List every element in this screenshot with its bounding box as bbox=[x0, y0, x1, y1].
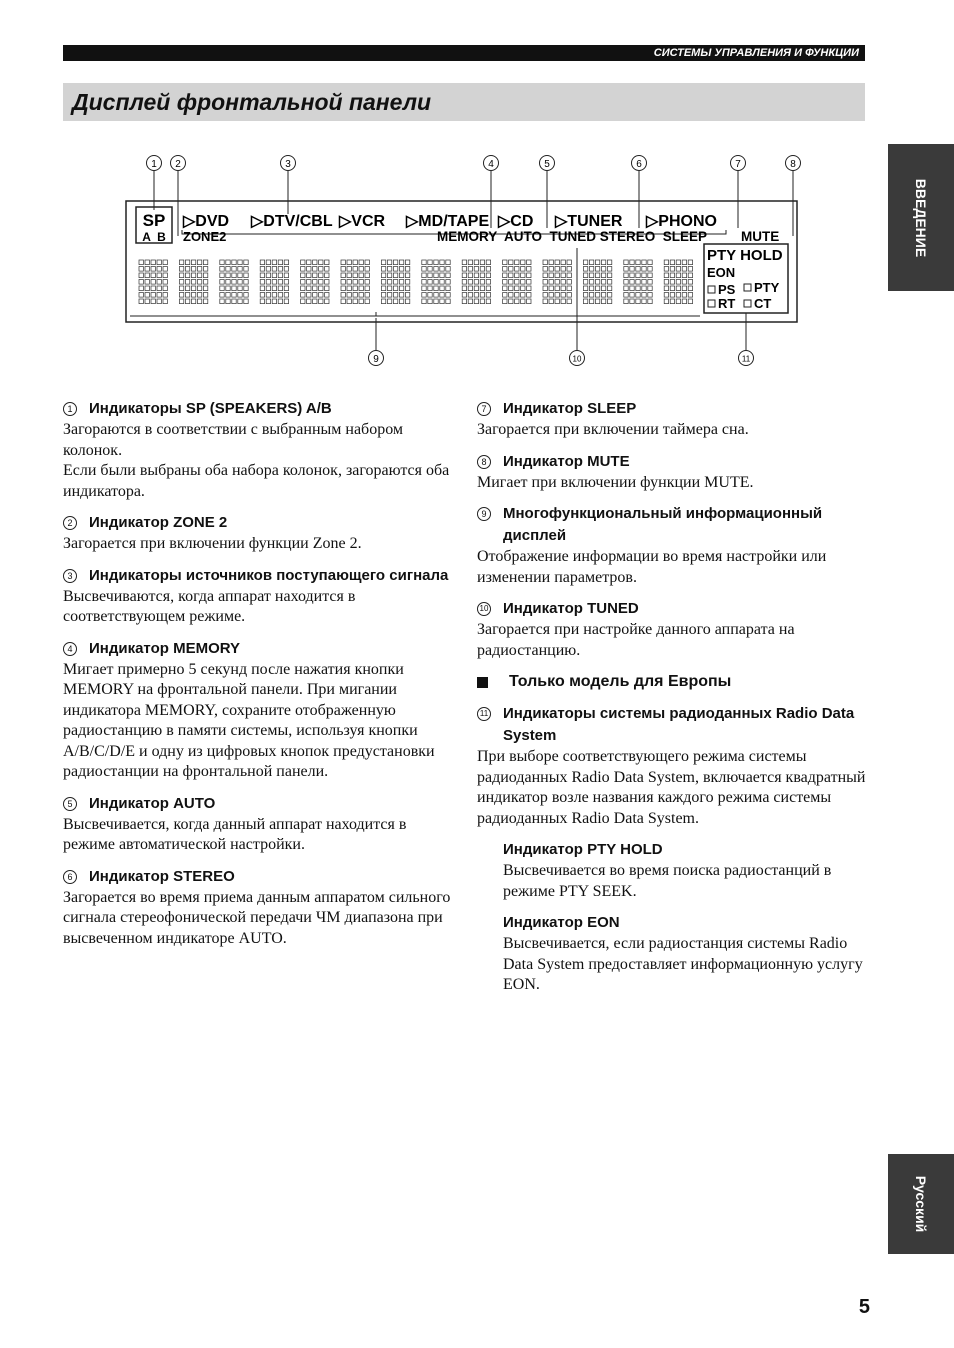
item-6-paragraph: Загорается во время приема данным аппаратом сильного сигнала стереофонической передачи ЧМ диапазона при высвеченном индикаторе AUTO. bbox=[63, 888, 451, 947]
item-10-title: Индикатор TUNED bbox=[503, 600, 639, 617]
callout-9-text: 9 bbox=[373, 354, 379, 365]
source-md-tape: ▷MD/TAPE bbox=[406, 213, 490, 230]
item-1-number: 1 bbox=[63, 402, 77, 416]
front-panel-display-diagram bbox=[0, 140, 954, 380]
item-5-title: Индикатор AUTO bbox=[89, 794, 216, 812]
section-header-bar bbox=[63, 45, 865, 61]
dot-matrix-cell bbox=[624, 260, 652, 304]
rt-square-icon bbox=[708, 300, 715, 307]
section-header-label: СИСТЕМЫ УПРАВЛЕНИЯ И ФУНКЦИИ bbox=[653, 47, 859, 59]
mute-label: MUTE bbox=[741, 229, 780, 244]
page-number: 5 bbox=[858, 1296, 870, 1318]
callout-8-text: 8 bbox=[790, 159, 796, 170]
pty-hold-label: PTY HOLD bbox=[707, 247, 783, 264]
subitem-eon-text: Высвечивается, если радиостанция системы Radio Data System предоставляет информационную услугу EON. bbox=[503, 935, 863, 993]
item-6-title: Индикатор STEREO bbox=[89, 867, 235, 885]
dot-matrix-cell bbox=[220, 260, 248, 304]
dot-matrix-cell bbox=[179, 260, 207, 304]
item-8-number: 8 bbox=[477, 455, 491, 469]
callout-6-text: 6 bbox=[636, 159, 642, 170]
source-dvd: ▷DVD bbox=[183, 213, 230, 230]
page-title: Дисплей фронтальной панели bbox=[72, 89, 432, 115]
item-1-paragraph-1: Загораются в соответствии с выбранным набором колонок. bbox=[63, 421, 404, 459]
item-4-paragraph: Мигает примерно 5 секунд после нажатия кнопки MEMORY на фронтальной панели. При мигании индикатора MEMORY, сохраните отображенную радиостанцию в памяти системы, используя кнопки A/B/C/D/E и одну из цифровых кнопок предустановки радиостанции на фронтальной панели. bbox=[63, 660, 435, 780]
item-7-number: 7 bbox=[477, 402, 491, 416]
item-11 bbox=[477, 703, 867, 829]
item-5-number: 5 bbox=[63, 797, 77, 811]
callout-6 bbox=[632, 156, 647, 171]
item-7 bbox=[477, 398, 867, 441]
zone2-label: ZONE2 bbox=[183, 229, 227, 244]
side-tab-language-label: Русский bbox=[913, 1175, 929, 1233]
ct-square-icon bbox=[744, 300, 751, 307]
item-6-number: 6 bbox=[63, 870, 77, 884]
sp-label: SP bbox=[142, 211, 166, 230]
right-column bbox=[477, 398, 867, 1006]
item-4 bbox=[63, 638, 453, 783]
item-4-title: Индикатор MEMORY bbox=[89, 639, 241, 657]
subitem-pty-hold bbox=[477, 839, 867, 902]
callout-10-text: 10 bbox=[572, 354, 582, 364]
source-tuner: ▷TUNER bbox=[555, 213, 623, 230]
callout-5-text: 5 bbox=[544, 159, 550, 170]
callout-7 bbox=[731, 156, 746, 171]
item-11-title: Индикаторы системы радиоданных Radio Data System bbox=[503, 705, 855, 744]
status-indicators: MEMORY AUTO TUNED STEREO SLEEP bbox=[437, 229, 708, 244]
subitem-pty-hold-text: Высвечивается во время поиска радиостанций в режиме PTY SEEK. bbox=[503, 862, 832, 900]
pty-square-icon bbox=[744, 284, 751, 291]
ct-label: CT bbox=[754, 296, 772, 311]
ps-square-icon bbox=[708, 286, 715, 293]
item-3-title: Индикаторы источников поступающего сигнала bbox=[89, 566, 449, 584]
subitem-pty-hold-title: Индикатор PTY HOLD bbox=[503, 841, 663, 858]
callouts-bottom bbox=[369, 351, 754, 366]
item-5 bbox=[63, 793, 453, 856]
item-9-paragraph: Отображение информации во время настройки или изменении параметров. bbox=[477, 548, 827, 586]
item-9 bbox=[477, 503, 867, 588]
dot-matrix-cell bbox=[422, 260, 450, 304]
item-9-title: Многофункциональный информационный дисплей bbox=[503, 505, 823, 544]
item-1 bbox=[63, 398, 453, 502]
subitem-eon bbox=[477, 912, 867, 996]
item-5-paragraph: Высвечивается, когда данный аппарат находится в режиме автоматической настройки. bbox=[63, 815, 407, 853]
item-3 bbox=[63, 565, 453, 628]
item-1-title: Индикаторы SP (SPEAKERS) A/B bbox=[89, 400, 332, 417]
source-cd: ▷CD bbox=[498, 213, 534, 230]
callout-3 bbox=[281, 156, 296, 171]
callout-10 bbox=[570, 351, 585, 366]
dot-matrix-cell bbox=[341, 260, 369, 304]
callout-leaders bbox=[130, 171, 793, 350]
dot-matrix-display bbox=[139, 260, 693, 304]
black-square-bullet-icon bbox=[477, 677, 488, 688]
item-2-number: 2 bbox=[63, 516, 77, 530]
dot-matrix-cell bbox=[664, 260, 692, 304]
callout-8 bbox=[786, 156, 801, 171]
source-indicators bbox=[182, 213, 717, 230]
dot-matrix-cell bbox=[543, 260, 571, 304]
title-band bbox=[63, 83, 865, 121]
callout-11-text: 11 bbox=[741, 354, 751, 364]
item-2-title: Индикатор ZONE 2 bbox=[89, 514, 228, 531]
callout-4-text: 4 bbox=[488, 159, 494, 170]
dot-matrix-cell bbox=[503, 260, 531, 304]
item-10 bbox=[477, 598, 867, 661]
callout-3-text: 3 bbox=[285, 159, 291, 170]
dot-matrix-cell bbox=[462, 260, 490, 304]
item-7-title: Индикатор SLEEP bbox=[503, 400, 637, 417]
callout-5 bbox=[540, 156, 555, 171]
left-column bbox=[63, 398, 453, 959]
callout-9 bbox=[369, 351, 384, 366]
callout-4 bbox=[484, 156, 499, 171]
eon-label: EON bbox=[707, 265, 736, 280]
item-10-number: 10 bbox=[477, 602, 491, 616]
item-9-number: 9 bbox=[477, 507, 491, 521]
dot-matrix-cell bbox=[583, 260, 611, 304]
side-tab-language bbox=[888, 1154, 954, 1254]
item-7-paragraph: Загорается при включении таймера сна. bbox=[477, 421, 749, 438]
item-4-number: 4 bbox=[63, 642, 77, 656]
callout-11 bbox=[739, 351, 754, 366]
item-11-paragraph: При выборе соответствующего режима системы радиоданных Radio Data System, включается квадратный индикатор возле названия каждого режима системы радиоданных Radio Data System. bbox=[477, 748, 866, 827]
item-6 bbox=[63, 866, 453, 950]
dot-matrix-cell bbox=[139, 260, 167, 304]
ps-label: PS bbox=[718, 282, 736, 297]
side-tab-introduction-label: ВВЕДЕНИЕ bbox=[913, 178, 929, 257]
callouts-top bbox=[147, 156, 801, 171]
callout-2-text: 2 bbox=[175, 159, 181, 170]
callout-1 bbox=[147, 156, 162, 171]
item-10-paragraph: Загорается при настройке данного аппарата на радиостанцию. bbox=[477, 621, 795, 659]
item-8-paragraph: Мигает при включении функции MUTE. bbox=[477, 473, 754, 491]
subitem-eon-title: Индикатор EON bbox=[503, 914, 620, 931]
item-3-paragraph: Высвечиваются, когда аппарат находится в соответствующем режиме. bbox=[63, 587, 356, 625]
europe-section-heading bbox=[477, 671, 867, 693]
item-8 bbox=[477, 451, 867, 494]
source-vcr: ▷VCR bbox=[339, 213, 386, 230]
callout-7-text: 7 bbox=[735, 159, 741, 170]
ab-label: A B bbox=[142, 230, 166, 244]
item-1-paragraph-2: Если были выбраны оба набора колонок, загораются оба индикатора. bbox=[63, 462, 450, 500]
item-3-number: 3 bbox=[63, 569, 77, 583]
dot-matrix-cell bbox=[301, 260, 329, 304]
item-2-paragraph: Загорается при включении функции Zone 2. bbox=[63, 535, 362, 552]
rt-label: RT bbox=[718, 296, 736, 311]
dot-matrix-cell bbox=[381, 260, 409, 304]
dot-matrix-cell bbox=[260, 260, 288, 304]
source-phono: ▷PHONO bbox=[646, 213, 717, 230]
callout-1-text: 1 bbox=[151, 159, 157, 170]
source-dtv-cbl: ▷DTV/CBL bbox=[251, 213, 333, 230]
pty-label: PTY bbox=[754, 280, 780, 295]
callout-2 bbox=[171, 156, 186, 171]
item-8-title: Индикатор MUTE bbox=[503, 452, 630, 470]
item-2 bbox=[63, 512, 453, 555]
item-11-number: 11 bbox=[477, 707, 491, 721]
europe-section-heading-text: Только модель для Европы bbox=[509, 673, 732, 690]
